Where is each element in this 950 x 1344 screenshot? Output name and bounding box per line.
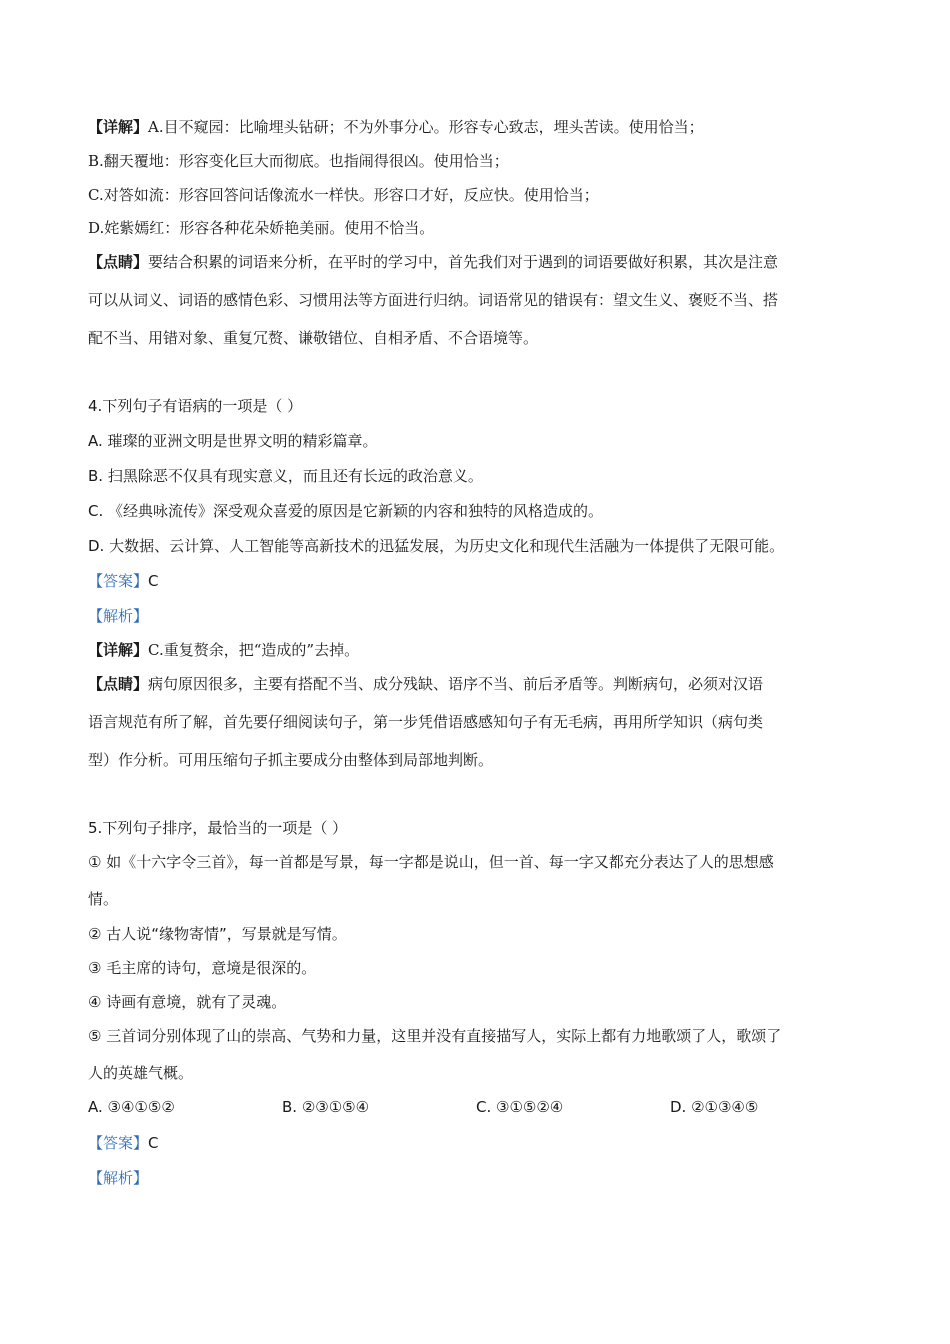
q5-sentence-1-line-2: 情。 xyxy=(88,890,119,908)
q5-sentence-5-line-2: 人的英雄气概。 xyxy=(88,1064,194,1082)
q4-tip-line-3: 型）作分析。可用压缩句子抓主要成分由整体到局部地判断。 xyxy=(88,751,494,769)
tip-tag: 【点睛】 xyxy=(88,675,149,693)
q3-tip-line-3: 配不当、用错对象、重复冗赘、谦敬错位、自相矛盾、不合语境等。 xyxy=(88,329,539,347)
q4-detail xyxy=(88,640,868,660)
q4-option-b: B. 扫黑除恶不仅具有现实意义，而且还有长远的政治意义。 xyxy=(88,467,483,485)
q5-sentence-5-line-1: ⑤ 三首词分别体现了山的崇高、气势和力量，这里并没有直接描写人，实际上都有力地歌颂了人，歌颂了 xyxy=(88,1027,782,1045)
q4-tip-line-1 xyxy=(88,674,868,694)
answer-tag: 【答案】 xyxy=(88,572,149,590)
q3-detail-b: B.翻天覆地：形容变化巨大而彻底。也指闹得很凶。使用恰当； xyxy=(88,152,509,170)
detail-tag: 【详解】 xyxy=(88,641,149,659)
q4-stem xyxy=(88,396,868,416)
q5-option-d: D. ②①③④⑤ xyxy=(670,1098,759,1116)
answer-tag: 【答案】 xyxy=(88,1134,149,1152)
q4-option-c: C. 《经典咏流传》深受观众喜爱的原因是它新颖的内容和独特的风格造成的。 xyxy=(88,502,604,520)
analysis-tag: 【解析】 xyxy=(88,1169,149,1187)
q5-sentence-4: ④ 诗画有意境，就有了灵魂。 xyxy=(88,993,287,1011)
q4-option-a: A. 璀璨的亚洲文明是世界文明的精彩篇章。 xyxy=(88,432,378,450)
detail-tag: 【详解】 xyxy=(88,118,149,136)
tip-tag: 【点睛】 xyxy=(88,253,149,271)
q3-tip-line-2: 可以从词义、词语的感情色彩、习惯用法等方面进行归纳。词语常见的错误有：望文生义、褒贬不当、搭 xyxy=(88,291,779,309)
q5-option-a: A. ③④①⑤② xyxy=(88,1098,175,1116)
q5-option-b: B. ②③①⑤④ xyxy=(282,1098,370,1116)
q3-detail-c: C.对答如流：形容回答问话像流水一样快。形容口才好，反应快。使用恰当； xyxy=(88,186,599,204)
tip-text: 要结合积累的词语来分析，在平时的学习中，首先我们对于遇到的词语要做好积累，其次是注意 xyxy=(148,253,779,271)
question-text: 下列句子排序，最恰当的一项是（ ） xyxy=(102,819,348,837)
detail-text: A.目不窥园：比喻埋头钻研；不为外事分心。形容专心致志，埋头苦读。使用恰当； xyxy=(148,118,704,136)
q4-tip-line-2: 语言规范有所了解，首先要仔细阅读句子，第一步凭借语感感知句子有无毛病，再用所学知识（病句类 xyxy=(88,713,764,731)
q5-answer xyxy=(88,1133,868,1153)
q4-option-d: D. 大数据、云计算、人工智能等高新技术的迅猛发展，为历史文化和现代生活融为一体提供了无限可能。 xyxy=(88,537,785,555)
q5-analysis-tag xyxy=(88,1168,868,1188)
analysis-tag: 【解析】 xyxy=(88,607,149,625)
q3-tip-line-1 xyxy=(88,252,868,272)
q5-option-c: C. ③①⑤②④ xyxy=(476,1098,564,1116)
question-number: 4. xyxy=(88,397,103,415)
q3-detail-d: D.姹紫嫣红：形容各种花朵娇艳美丽。使用不恰当。 xyxy=(88,219,435,237)
q5-stem xyxy=(88,818,868,838)
q4-answer xyxy=(88,571,868,591)
q5-sentence-3: ③ 毛主席的诗句，意境是很深的。 xyxy=(88,959,317,977)
tip-text: 病句原因很多，主要有搭配不当、成分残缺、语序不当、前后矛盾等。判断病句，必须对汉语 xyxy=(148,675,764,693)
q4-analysis-tag xyxy=(88,606,868,626)
q3-detail-a xyxy=(88,117,868,137)
q5-sentence-1-line-1: ① 如《十六字令三首》，每一首都是写景，每一字都是说山，但一首、每一字又都充分表达了人的思想感 xyxy=(88,853,774,871)
q5-options-row xyxy=(88,1098,868,1118)
question-text: 下列句子有语病的一项是（ ） xyxy=(102,397,303,415)
answer-value: C xyxy=(148,572,159,590)
answer-value: C xyxy=(148,1134,159,1152)
question-number: 5. xyxy=(88,819,103,837)
detail-text: C.重复赘余，把“造成的”去掉。 xyxy=(148,641,360,659)
q5-sentence-2: ② 古人说“缘物寄情”，写景就是写情。 xyxy=(88,925,347,943)
